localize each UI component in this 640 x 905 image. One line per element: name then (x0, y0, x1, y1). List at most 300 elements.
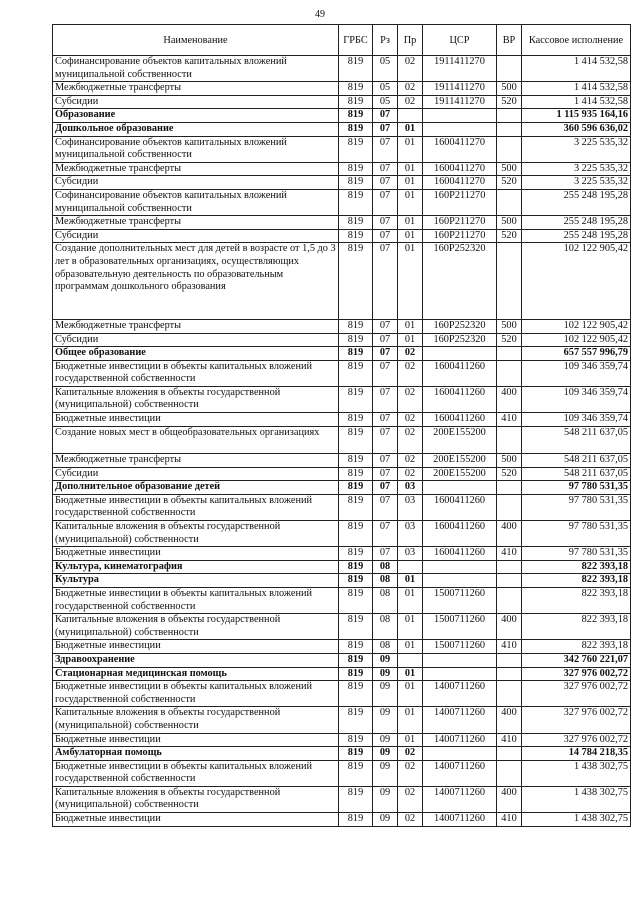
cell-sum: 327 976 002,72 (522, 707, 631, 733)
cell-csr: 1600411260 (423, 413, 497, 427)
cell-sum: 360 596 636,02 (522, 122, 631, 136)
cell-vr (497, 243, 522, 320)
cell-vr: 520 (497, 333, 522, 347)
cell-csr: 160P252320 (423, 243, 497, 320)
cell-name: Субсидии (53, 333, 339, 347)
table-row (53, 229, 631, 243)
header-grbs: ГРБС (339, 25, 373, 56)
cell-pr (398, 653, 423, 667)
table-row (53, 413, 631, 427)
cell-pr: 01 (398, 667, 423, 681)
cell-pr: 02 (398, 95, 423, 109)
cell-vr (497, 587, 522, 613)
cell-grbs: 819 (339, 360, 373, 386)
cell-name: Культура, кинематография (53, 560, 339, 574)
cell-grbs: 819 (339, 547, 373, 561)
cell-pr: 02 (398, 786, 423, 812)
cell-vr: 500 (497, 454, 522, 468)
cell-pr: 01 (398, 319, 423, 333)
cell-grbs: 819 (339, 95, 373, 109)
cell-sum: 327 976 002,72 (522, 667, 631, 681)
table-row (53, 386, 631, 412)
cell-rz: 07 (373, 333, 398, 347)
cell-csr: 200E155200 (423, 467, 497, 481)
header-csr: ЦСР (423, 25, 497, 56)
cell-pr: 01 (398, 176, 423, 190)
cell-rz: 07 (373, 216, 398, 230)
budget-execution-table (52, 24, 631, 827)
cell-pr: 02 (398, 56, 423, 82)
cell-rz: 07 (373, 454, 398, 468)
cell-vr: 400 (497, 786, 522, 812)
table-row (53, 653, 631, 667)
cell-pr: 03 (398, 547, 423, 561)
cell-csr: 160P252320 (423, 333, 497, 347)
cell-vr: 410 (497, 640, 522, 654)
cell-sum: 822 393,18 (522, 574, 631, 588)
cell-pr: 01 (398, 229, 423, 243)
table-row (53, 574, 631, 588)
cell-pr: 01 (398, 707, 423, 733)
cell-csr (423, 560, 497, 574)
cell-name: Бюджетные инвестиции в объекты капитальных вложений государственной собственности (53, 494, 339, 520)
cell-rz: 08 (373, 614, 398, 640)
cell-csr: 1911411270 (423, 56, 497, 82)
cell-name: Культура (53, 574, 339, 588)
cell-rz: 07 (373, 386, 398, 412)
cell-vr: 400 (497, 386, 522, 412)
cell-name: Здравоохранение (53, 653, 339, 667)
cell-sum: 1 414 532,58 (522, 82, 631, 96)
cell-rz: 07 (373, 481, 398, 495)
cell-sum: 109 346 359,74 (522, 360, 631, 386)
cell-rz: 07 (373, 347, 398, 361)
cell-pr: 01 (398, 162, 423, 176)
cell-vr: 500 (497, 216, 522, 230)
table-row (53, 243, 631, 320)
table-row (53, 56, 631, 82)
cell-vr (497, 136, 522, 162)
cell-csr: 1400711260 (423, 707, 497, 733)
cell-csr: 200E155200 (423, 426, 497, 453)
cell-sum: 1 438 302,75 (522, 760, 631, 786)
cell-csr: 1400711260 (423, 760, 497, 786)
table-row (53, 786, 631, 812)
cell-pr: 02 (398, 82, 423, 96)
cell-name: Софинансирование объектов капитальных вложений муниципальной собственности (53, 189, 339, 215)
cell-csr: 1600411260 (423, 386, 497, 412)
cell-csr: 1911411270 (423, 95, 497, 109)
cell-name: Амбулаторная помощь (53, 747, 339, 761)
cell-sum: 255 248 195,28 (522, 229, 631, 243)
cell-rz: 07 (373, 189, 398, 215)
cell-rz: 07 (373, 494, 398, 520)
table-row (53, 347, 631, 361)
cell-rz: 05 (373, 95, 398, 109)
cell-name: Создание дополнительных мест для детей в возрасте от 1,5 до 3 лет в образовательных организациях, осуществляющих образовательную деятельность по образовательным программам дошкольного образования (53, 243, 339, 320)
cell-sum: 255 248 195,28 (522, 216, 631, 230)
cell-vr (497, 494, 522, 520)
cell-vr: 410 (497, 813, 522, 827)
table-row (53, 95, 631, 109)
cell-name: Дополнительное образование детей (53, 481, 339, 495)
cell-vr (497, 426, 522, 453)
table-row (53, 109, 631, 123)
cell-sum: 102 122 905,42 (522, 333, 631, 347)
cell-csr: 1500711260 (423, 640, 497, 654)
cell-vr: 410 (497, 413, 522, 427)
cell-sum: 97 780 531,35 (522, 547, 631, 561)
cell-grbs: 819 (339, 521, 373, 547)
cell-csr: 160P211270 (423, 229, 497, 243)
cell-name: Межбюджетные трансферты (53, 216, 339, 230)
cell-rz: 09 (373, 813, 398, 827)
cell-vr (497, 189, 522, 215)
cell-vr: 500 (497, 82, 522, 96)
cell-rz: 07 (373, 122, 398, 136)
cell-sum: 3 225 535,32 (522, 176, 631, 190)
cell-rz: 09 (373, 681, 398, 707)
cell-pr: 01 (398, 614, 423, 640)
cell-grbs: 819 (339, 760, 373, 786)
cell-grbs: 819 (339, 229, 373, 243)
cell-grbs: 819 (339, 243, 373, 320)
table-row (53, 319, 631, 333)
cell-rz: 09 (373, 653, 398, 667)
cell-vr (497, 653, 522, 667)
cell-grbs: 819 (339, 614, 373, 640)
cell-sum: 1 414 532,58 (522, 95, 631, 109)
cell-csr: 160P252320 (423, 319, 497, 333)
cell-sum: 3 225 535,32 (522, 162, 631, 176)
cell-name: Софинансирование объектов капитальных вложений муниципальной собственности (53, 136, 339, 162)
cell-sum: 97 780 531,35 (522, 521, 631, 547)
cell-grbs: 819 (339, 813, 373, 827)
cell-pr: 02 (398, 454, 423, 468)
cell-csr (423, 667, 497, 681)
table-row (53, 216, 631, 230)
cell-csr: 160P211270 (423, 216, 497, 230)
cell-grbs: 819 (339, 413, 373, 427)
cell-sum: 548 211 637,05 (522, 426, 631, 453)
cell-sum: 822 393,18 (522, 587, 631, 613)
cell-grbs: 819 (339, 216, 373, 230)
table-row (53, 707, 631, 733)
cell-csr (423, 574, 497, 588)
cell-rz: 07 (373, 413, 398, 427)
header-rz: Рз (373, 25, 398, 56)
cell-sum: 1 438 302,75 (522, 813, 631, 827)
cell-grbs: 819 (339, 109, 373, 123)
cell-rz: 08 (373, 587, 398, 613)
cell-rz: 07 (373, 467, 398, 481)
cell-pr: 01 (398, 216, 423, 230)
cell-pr: 02 (398, 467, 423, 481)
cell-rz: 07 (373, 109, 398, 123)
cell-rz: 07 (373, 521, 398, 547)
cell-sum: 1 115 935 164,16 (522, 109, 631, 123)
cell-rz: 07 (373, 360, 398, 386)
cell-csr: 1600411270 (423, 162, 497, 176)
cell-name: Бюджетные инвестиции (53, 640, 339, 654)
cell-name: Капитальные вложения в объекты государственной (муниципальной) собственности (53, 614, 339, 640)
cell-grbs: 819 (339, 319, 373, 333)
cell-pr: 02 (398, 347, 423, 361)
table-row (53, 454, 631, 468)
cell-sum: 1 414 532,58 (522, 56, 631, 82)
cell-name: Субсидии (53, 95, 339, 109)
cell-grbs: 819 (339, 136, 373, 162)
cell-rz: 08 (373, 574, 398, 588)
table-row (53, 587, 631, 613)
cell-name: Межбюджетные трансферты (53, 82, 339, 96)
table-row (53, 82, 631, 96)
cell-sum: 3 225 535,32 (522, 136, 631, 162)
cell-name: Капитальные вложения в объекты государственной (муниципальной) собственности (53, 786, 339, 812)
cell-csr: 1600411260 (423, 494, 497, 520)
cell-vr (497, 109, 522, 123)
table-row (53, 162, 631, 176)
cell-name: Бюджетные инвестиции в объекты капитальных вложений государственной собственности (53, 760, 339, 786)
cell-grbs: 819 (339, 733, 373, 747)
cell-rz: 09 (373, 747, 398, 761)
cell-pr: 02 (398, 386, 423, 412)
cell-csr (423, 109, 497, 123)
cell-sum: 548 211 637,05 (522, 467, 631, 481)
cell-name: Бюджетные инвестиции (53, 547, 339, 561)
cell-pr (398, 109, 423, 123)
cell-pr: 01 (398, 640, 423, 654)
cell-name: Субсидии (53, 229, 339, 243)
header-name: Наименование (53, 25, 339, 56)
cell-pr: 01 (398, 243, 423, 320)
cell-sum: 327 976 002,72 (522, 681, 631, 707)
header-sum: Кассовое исполнение (522, 25, 631, 56)
cell-grbs: 819 (339, 56, 373, 82)
cell-vr (497, 574, 522, 588)
cell-csr: 1600411260 (423, 521, 497, 547)
cell-grbs: 819 (339, 176, 373, 190)
cell-grbs: 819 (339, 162, 373, 176)
cell-vr: 520 (497, 467, 522, 481)
cell-rz: 07 (373, 229, 398, 243)
cell-pr: 02 (398, 426, 423, 453)
cell-rz: 07 (373, 136, 398, 162)
cell-grbs: 819 (339, 454, 373, 468)
cell-grbs: 819 (339, 494, 373, 520)
table-row (53, 360, 631, 386)
cell-vr (497, 747, 522, 761)
cell-name: Дошкольное образование (53, 122, 339, 136)
page-number: 49 (315, 9, 325, 20)
cell-rz: 05 (373, 82, 398, 96)
cell-pr: 03 (398, 481, 423, 495)
cell-pr: 01 (398, 189, 423, 215)
cell-vr (497, 56, 522, 82)
table-row (53, 614, 631, 640)
cell-name: Субсидии (53, 467, 339, 481)
cell-name: Бюджетные инвестиции (53, 813, 339, 827)
cell-name: Создание новых мест в общеобразовательных организациях (53, 426, 339, 453)
table-row (53, 481, 631, 495)
cell-vr: 500 (497, 162, 522, 176)
cell-sum: 342 760 221,07 (522, 653, 631, 667)
cell-grbs: 819 (339, 467, 373, 481)
table-row (53, 667, 631, 681)
table-body (53, 56, 631, 827)
cell-csr: 1400711260 (423, 681, 497, 707)
cell-sum: 102 122 905,42 (522, 319, 631, 333)
cell-rz: 09 (373, 786, 398, 812)
table-row (53, 189, 631, 215)
cell-name: Бюджетные инвестиции (53, 413, 339, 427)
cell-name: Бюджетные инвестиции (53, 733, 339, 747)
cell-vr (497, 122, 522, 136)
cell-csr (423, 653, 497, 667)
cell-grbs: 819 (339, 640, 373, 654)
cell-vr (497, 347, 522, 361)
cell-rz: 07 (373, 547, 398, 561)
table-row (53, 176, 631, 190)
cell-name: Субсидии (53, 176, 339, 190)
cell-rz: 07 (373, 176, 398, 190)
header-vr: ВР (497, 25, 522, 56)
cell-pr: 03 (398, 494, 423, 520)
header-pr: Пр (398, 25, 423, 56)
cell-rz: 09 (373, 707, 398, 733)
cell-csr: 1400711260 (423, 786, 497, 812)
cell-csr (423, 347, 497, 361)
cell-grbs: 819 (339, 560, 373, 574)
cell-rz: 09 (373, 760, 398, 786)
cell-csr (423, 481, 497, 495)
cell-csr: 1600411270 (423, 176, 497, 190)
cell-grbs: 819 (339, 333, 373, 347)
cell-name: Образование (53, 109, 339, 123)
cell-sum: 822 393,18 (522, 640, 631, 654)
cell-sum: 97 780 531,35 (522, 494, 631, 520)
cell-rz: 08 (373, 640, 398, 654)
cell-grbs: 819 (339, 786, 373, 812)
cell-rz: 09 (373, 733, 398, 747)
cell-grbs: 819 (339, 122, 373, 136)
cell-csr: 160P211270 (423, 189, 497, 215)
cell-csr: 1911411270 (423, 82, 497, 96)
cell-vr: 520 (497, 229, 522, 243)
table-row (53, 521, 631, 547)
cell-rz: 07 (373, 243, 398, 320)
cell-sum: 822 393,18 (522, 614, 631, 640)
cell-pr: 03 (398, 521, 423, 547)
cell-grbs: 819 (339, 667, 373, 681)
cell-csr (423, 747, 497, 761)
cell-pr: 01 (398, 574, 423, 588)
cell-csr: 1600411260 (423, 547, 497, 561)
cell-vr: 500 (497, 319, 522, 333)
cell-vr: 400 (497, 614, 522, 640)
cell-pr: 02 (398, 360, 423, 386)
cell-grbs: 819 (339, 481, 373, 495)
cell-csr (423, 122, 497, 136)
cell-name: Межбюджетные трансферты (53, 319, 339, 333)
table-row (53, 813, 631, 827)
cell-pr: 02 (398, 413, 423, 427)
table-row (53, 136, 631, 162)
cell-pr: 01 (398, 733, 423, 747)
cell-csr: 200E155200 (423, 454, 497, 468)
cell-sum: 822 393,18 (522, 560, 631, 574)
table-row (53, 547, 631, 561)
cell-pr: 01 (398, 587, 423, 613)
cell-sum: 657 557 996,79 (522, 347, 631, 361)
table-row (53, 122, 631, 136)
cell-vr: 400 (497, 707, 522, 733)
cell-csr: 1500711260 (423, 587, 497, 613)
cell-sum: 548 211 637,05 (522, 454, 631, 468)
cell-pr: 02 (398, 760, 423, 786)
cell-rz: 07 (373, 426, 398, 453)
table-row (53, 560, 631, 574)
cell-rz: 05 (373, 56, 398, 82)
cell-name: Стационарная медицинская помощь (53, 667, 339, 681)
cell-name: Бюджетные инвестиции в объекты капитальных вложений государственной собственности (53, 587, 339, 613)
table-row (53, 747, 631, 761)
cell-grbs: 819 (339, 347, 373, 361)
cell-name: Бюджетные инвестиции в объекты капитальных вложений государственной собственности (53, 681, 339, 707)
cell-grbs: 819 (339, 82, 373, 96)
cell-sum: 97 780 531,35 (522, 481, 631, 495)
cell-vr: 520 (497, 95, 522, 109)
cell-name: Капитальные вложения в объекты государственной (муниципальной) собственности (53, 386, 339, 412)
table-header-row (53, 25, 631, 56)
table-row (53, 426, 631, 453)
cell-csr: 1600411260 (423, 360, 497, 386)
cell-pr: 02 (398, 747, 423, 761)
table-row (53, 760, 631, 786)
cell-vr (497, 667, 522, 681)
table-row (53, 494, 631, 520)
cell-sum: 14 784 218,35 (522, 747, 631, 761)
cell-sum: 102 122 905,42 (522, 243, 631, 320)
cell-vr (497, 481, 522, 495)
cell-vr: 520 (497, 176, 522, 190)
cell-pr: 01 (398, 136, 423, 162)
cell-pr: 01 (398, 333, 423, 347)
cell-csr: 1400711260 (423, 733, 497, 747)
cell-vr (497, 360, 522, 386)
cell-vr: 400 (497, 521, 522, 547)
cell-sum: 255 248 195,28 (522, 189, 631, 215)
cell-pr: 01 (398, 681, 423, 707)
cell-rz: 07 (373, 162, 398, 176)
table-row (53, 640, 631, 654)
cell-name: Межбюджетные трансферты (53, 162, 339, 176)
table-row (53, 333, 631, 347)
cell-name: Капитальные вложения в объекты государственной (муниципальной) собственности (53, 521, 339, 547)
table-row (53, 681, 631, 707)
cell-name: Софинансирование объектов капитальных вложений муниципальной собственности (53, 56, 339, 82)
cell-vr: 410 (497, 547, 522, 561)
cell-rz: 09 (373, 667, 398, 681)
cell-sum: 109 346 359,74 (522, 413, 631, 427)
cell-grbs: 819 (339, 747, 373, 761)
cell-name: Бюджетные инвестиции в объекты капитальных вложений государственной собственности (53, 360, 339, 386)
cell-grbs: 819 (339, 426, 373, 453)
cell-sum: 1 438 302,75 (522, 786, 631, 812)
cell-name: Капитальные вложения в объекты государственной (муниципальной) собственности (53, 707, 339, 733)
cell-csr: 1600411270 (423, 136, 497, 162)
cell-grbs: 819 (339, 189, 373, 215)
